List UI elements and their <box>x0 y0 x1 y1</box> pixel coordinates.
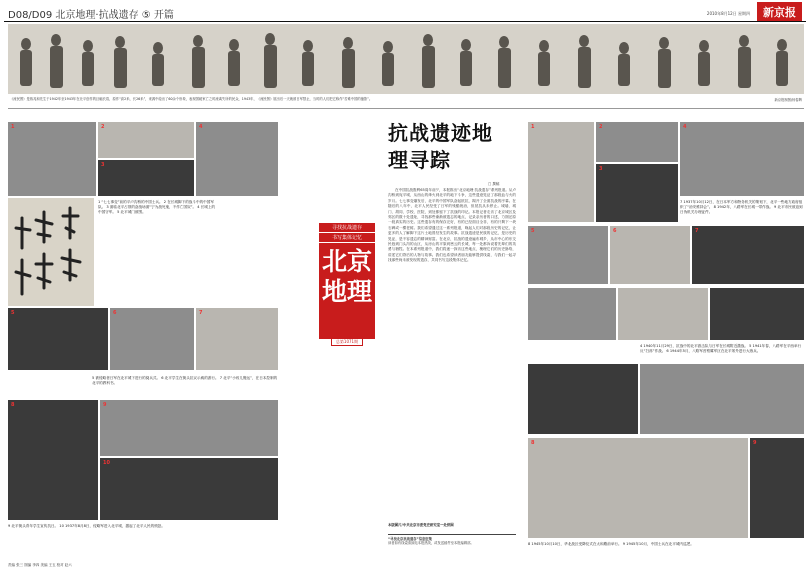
section-divider <box>8 108 804 109</box>
caption-right-bot: 8 1945年10月10日，华北战区受降仪式在太和殿前举行。 9 1945年10月，中国士兵在北平城内巡逻。 <box>528 542 694 546</box>
photo-forest-camp <box>640 364 804 434</box>
article-headline: 抗战遗迹地理寻踪 <box>388 121 493 172</box>
photo-great-wall: 2 <box>98 122 194 158</box>
photo-calligraphy <box>8 198 94 306</box>
photo-surrender-ceremony: 8 <box>528 438 748 538</box>
photo-sentry: 9 <box>750 438 804 538</box>
photo-arch: 8 <box>8 400 98 520</box>
photo-leaflet: 6 <box>610 226 690 284</box>
photo-city-gate: 4 <box>196 122 278 196</box>
article-body: 在中国抗战胜利65周年前夕，本报推出“北京地理·抗战遗存”系列报道。从卢沟桥到宛平城，从西山的烽火到北平的地下斗争，这些遗迹见证了那段血与火的岁月。七七事变爆发后，北平的中国军队奋起抵抗，揭开了全面抗战的序幕。在随后的八年中，北平人民经受了日军的残酷统治，但抵抗从未停止。城墙、城门、胡同、学校、医院，到处都留下了抗战的印记。本报记者走访了北京城区及郊区的数十处遗址，寻找那些渐渐被遗忘的地点，记录亲历者的口述，力图还原一段真实的历史。这些遗存有的保存完好，有的已经面目全非，有的只剩下一块石碑或一棵老树。我们希望通过这一系列报道，唤起人们对那段历史的记忆，让更多的人了解脚下这片土地曾经发生的故事。抗战遗迹是民族的记忆，是历史的见证，是不容遗忘的精神财富。在北京，抗战的遗迹遍布城乡，从市中心的东交民巷到门头沟的山区，从房山的平原到密云的长城，每一处都诉说着先辈们的英勇与牺牲。在本系列报道中，我们将逐一探访这些地点，梳理它们的历史脉络，讲述它们背后的人物与故事。我们也希望读者朋友能够提供线索，与我们一起寻找那些尚未被发现的遗存，共同书写这段集体记忆。 <box>388 188 516 263</box>
seal-mark: 北京地理 <box>319 243 375 339</box>
seal-line1: 寻找抗战遗存 <box>319 223 375 232</box>
photo-rooftops: 4 <box>680 122 804 196</box>
photo-meeting: 2 <box>596 122 678 162</box>
mural-credit: 新京报制图/杨春辉 <box>774 98 802 102</box>
header-rule <box>4 21 806 22</box>
photo-students: 6 <box>110 308 194 370</box>
photo-book-cover <box>618 288 708 340</box>
caption-right-top: 7 1937年10月12日，在日本军方和特务机关的策划下，北平一些地方政府组织了“治安维持会”。 8 1942年，八路军在长城一带作战。 9 北平市民被迫到日伪机关办理证件。 <box>680 200 803 214</box>
mural-strip <box>8 24 804 94</box>
info-box <box>388 534 516 550</box>
photo-street-crowd: 9 <box>100 400 278 456</box>
page-header <box>4 2 806 22</box>
photo-soldiers-wall: 7 <box>692 226 804 284</box>
page-label: D08/D09 北京地理·抗战遗存 ⑤ 开篇 <box>8 10 174 21</box>
caption-left-top: 1 “七七事变”前的平卢沟桥的中国士兵。 2 在长城脚下的战斗中的中国军队。 3 面临北平占领的奋战场面“宁为战死鬼，不作亡国奴”。 4 长城上的中国守军。 5 北平城门被围。 <box>98 200 216 214</box>
brand-logo: 新京报 <box>757 2 802 22</box>
caption-left-bot: 9 北平街头青年学生宣传抗日。 10 1937年8月8日，侵略军进入北平城，激起了北平人民的愤怒。 <box>8 524 165 528</box>
caption-left-mid: 5 被侵略者日军在北平城下进行的阅兵式。 6 北平学生在街头抗议示威的游行。 7 北平“小孩儿搬运”，在日本控制的北平的教科书。 <box>92 376 278 385</box>
article-byline: □ 撰稿 <box>488 182 500 186</box>
photo-rally: 5 <box>528 226 608 284</box>
photo-cavalry: 10 <box>100 458 278 520</box>
info-box-title: “寻找北京抗战遗存”信息征集 <box>388 537 432 541</box>
photo-patrol: 3 <box>596 164 678 222</box>
page-footer: 责编 张三 图编 李四 美编 王五 校对 赵六 <box>8 563 72 567</box>
calligraphy-art <box>8 198 94 306</box>
mural-caption: 《流民图》是蒋兆和先生于1942年至1943年在北平创作的巨幅长卷，原作“高2米，长26米”，来源中绘出了60余个形象，表现国破家亡之时流离失所的民众，1943年，《流民图》展出后一天就被日军禁止，当时的人们把它称作“苦难中国的缩影”。 <box>10 97 373 101</box>
photo-parade: 5 <box>8 308 108 370</box>
series-seal <box>319 223 375 349</box>
info-box-text: 读者如有线索请致电本报热线，或发送邮件至本报编辑部。 <box>388 541 474 546</box>
seal-line2: 书写集体记忆 <box>319 233 375 242</box>
caption-right-mid: 4 1940年11月29日，抗战中的北平游击队与日军在长城附近激战。 5 1941年春，八路军在平西举行反“扫荡”作战。 6 1944年5月，八路军晋察冀军区在北平郊外进行大练兵。 <box>640 344 802 353</box>
photo-credit-note: 本版图片/中共北京市委党史研究室一处供图 <box>388 523 454 527</box>
photo-guerrillas <box>710 288 804 340</box>
issue-date: 2010年8月12日 星期四 <box>706 11 750 16</box>
seal-issue: 总第1071期 <box>331 338 363 346</box>
photo-soldier: 1 <box>8 122 96 196</box>
mural-figures <box>8 24 804 94</box>
photo-sign-board: 1 <box>528 122 594 222</box>
photo-troops: 3 <box>98 160 194 196</box>
photo-bicycles <box>528 288 616 340</box>
photo-textbook: 7 <box>196 308 278 370</box>
photo-horsemen <box>528 364 638 434</box>
